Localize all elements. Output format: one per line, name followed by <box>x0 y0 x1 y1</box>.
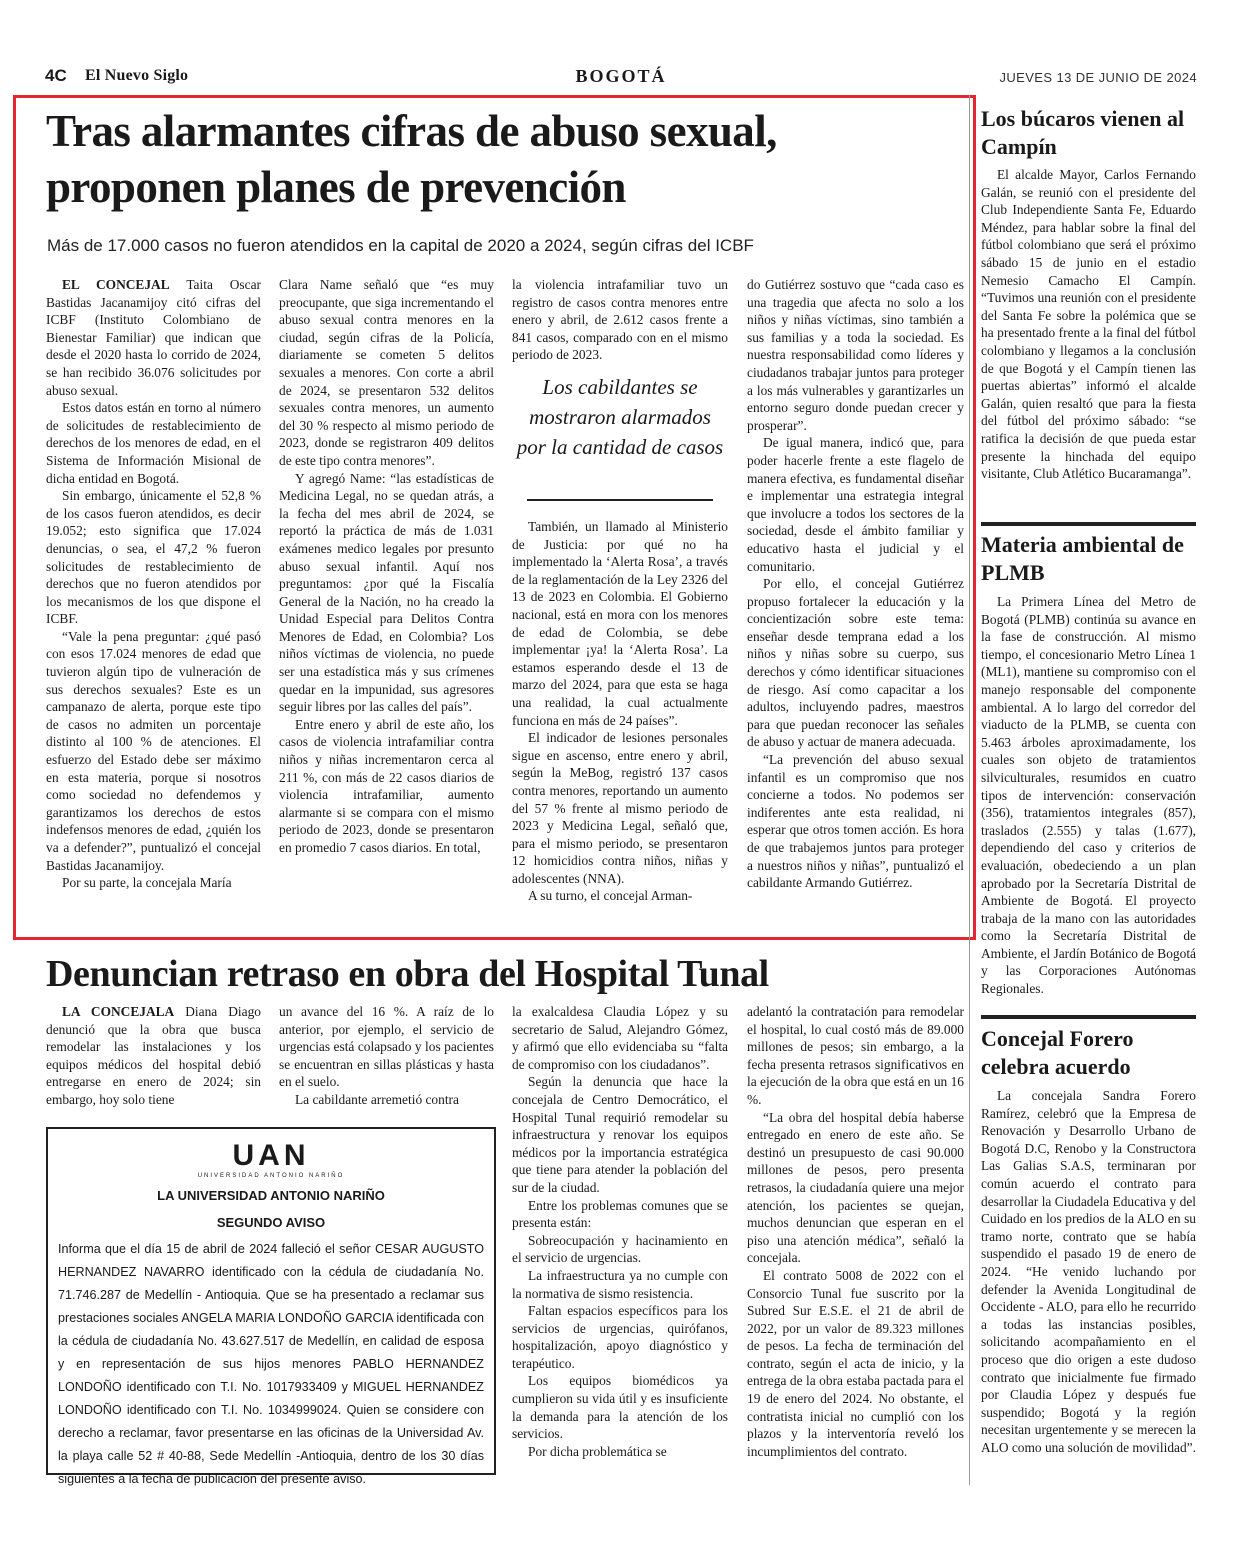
paragraph: Faltan espacios específicos para los servicios de urgencias, quirófanos, hospitalización, apoyo diagnóstico y terapéutico. <box>512 1303 728 1371</box>
sidebar-title-2: Materia ambiental de PLMB <box>981 532 1184 585</box>
second-column-4 <box>747 1003 964 1460</box>
paragraph: El indicador de lesiones personales sigue en ascenso, entre enero y abril, según la MeBog, registró 137 casos contra menores, reportando un aumento del 57 % frente al mismo periodo de 2023 y Medicina Legal, señaló que, para el mismo periodo, se presentaron 12 homicidios contra niños, niñas y adolescentes (NNA). <box>512 730 728 886</box>
paragraph: Y agregó Name: “las estadísticas de Medicina Legal, no se quedan atrás, a la fecha del mes abril de 2024, se reportó la práctica de más de 1.031 exámenes medico legales por presunto abuso sexual infantil. Aquí nos preguntamos: ¿por qué la Fiscalía General de la Nación, no ha creado la Unidad Especial para Delitos Contra Menores de Edad, en Colombia? Los niños víctimas de violencia, no puede ser una estadística más y sus crímenes quedar en la impunidad, sus agresores seguir libres por las calles del país”. <box>279 470 494 715</box>
newspaper-logo: El Nuevo Siglo <box>85 67 189 84</box>
paragraph: Sobreocupación y hacinamiento en el servicio de urgencias. <box>512 1232 728 1266</box>
paragraph: “La prevención del abuso sexual infantil es un compromiso que nos concierne a todos. No podemos ser indiferentes ante esta realidad, ni esperar que otros tomen acción. Es hora de que trabajemos juntos para proteger a nuestros niños y niñas”, puntualizó el cabildante Armando Gutiérrez. <box>747 752 964 891</box>
second-lead: LA CONCEJALA <box>62 1004 175 1019</box>
page-number: 4C <box>45 66 67 85</box>
notice-subtitle: SEGUNDO AVISO <box>216 1215 326 1230</box>
paragraph: Entre enero y abril de este año, los casos de violencia intrafamiliar contra niños y niñas incrementaron cerca al 211 %, con más de 22 casos diarios de violencia intrafamiliar, aumento alarmante si se compara con el mismo periodo de 2023, donde se presentaron en promedio 7 casos diarios. En total, <box>279 716 494 855</box>
sidebar-rule <box>981 522 1196 526</box>
paragraph: do Gutiérrez sostuvo que “cada caso es una tragedia que afecta no solo a los niños y niñas víctimas, sino también a sus familias y a toda la sociedad. Es nuestra responsabilidad como líderes y ciudadanos trabajar juntos para proteger a los más vulnerables y garantizarles un entorno seguro donde puedan crecer y prosperar”. <box>747 277 964 433</box>
section-title: BOGOTÁ <box>575 66 667 86</box>
main-headline: Tras alarmantes cifras de abuso sexual, proponen planes de prevención <box>46 106 777 212</box>
second-column-2 <box>279 1003 494 1109</box>
notice-body: Informa que el día 15 de abril de 2024 falleció el señor CESAR AUGUSTO HERNANDEZ NAVARRO identificado con la cédula de ciudadanía No. 71.746.287 de Medellín - Antioquia. Que se ha presentado a reclamar sus prestaciones sociales ANGELA MARIA LONDOÑO GARCIA identificada con la cédula de ciudadanía No. 43.627.517 de Medellín, en calidad de esposa y en representación de sus hijos menores PABLO HERNANDEZ LONDOÑO identificado con T.I. No. 1017933409 y MIGUEL HERNANDEZ LONDOÑO identificado con T.I. No. 1034999024. Quien se considere con derecho a reclamar, favor presentarse en las oficinas de la Universidad Av. la playa calle 52 # 40-88, Sede Medellín -Antioquia, dentro de los 30 días siguientes a la fecha de publicación del presente aviso. <box>58 1242 484 1486</box>
paragraph: La cabildante arremetió contra <box>295 1091 459 1107</box>
sidebar-body-2: La Primera Línea del Metro de Bogotá (PLMB) continúa su avance en la fase de construcción. Al mismo tiempo, el concesionario Metro Línea 1 (ML1), mantiene su compromiso con el manejo responsable del componente ambiental. A lo largo del corredor del viaducto de la PLMB, se cuenta con 5.463 árboles aproximadamente, los cuales son objeto de tratamientos silviculturales, resumidos en cuatro tipos de intervención: conservación (356), tratamientos integrales (857), traslados (2.555) y talas (1.677), dependiendo del caso y criterios de evaluación, obedeciendo a un plan aprobado por la Secretaría Distrital de Ambiente de Bogotá. El proyecto trabaja de la mano con las autoridades como la Secretaría Distrital de Ambiente, el Jardín Botánico de Bogotá y las Corporaciones Autónomas Regionales. <box>981 594 1196 997</box>
paragraph: La infraestructura ya no cumple con la normativa de sismo resistencia. <box>512 1267 728 1301</box>
paragraph: Por su parte, la concejala María <box>62 875 232 891</box>
main-column-3-top <box>512 276 728 364</box>
main-column-4 <box>747 276 964 892</box>
uan-logo: UAN UNIVERSIDAD ANTONIO NARIÑO <box>197 1139 345 1179</box>
paragraph: También, un llamado al Ministerio de Justicia: por qué no ha implementado la ‘Alerta Rosa’, a través de la reglamentación de la Ley 2326 del 13 de 2023 en Colombia. El Gobierno nacional, está en mora con los menores de edad de Colombia, se debe implementar ¡ya! la ‘Alerta Rosa’. La estamos esperando desde el 13 de marzo del 2024, para que esta se haga una realidad, la cual actualmente funciona en más de 24 países”. <box>512 519 728 728</box>
paragraph: Los equipos biomédicos ya cumplieron su vida útil y es insuficiente la demanda para la atención de los servicios. <box>512 1373 728 1442</box>
paragraph: Sin embargo, únicamente el 52,8 % de los casos fueron atendidos, es decir 19.052; esto significa que 17.024 denuncias, o sea, el 47,2 % fueron solicitudes de restablecimiento de derechos que no fueron atendidos por los mecanismos de los que dispone el ICBF. <box>46 488 261 627</box>
issue-date: JUEVES 13 DE JUNIO DE 2024 <box>999 70 1197 85</box>
sidebar-body-3: La concejala Sandra Forero Ramírez, celebró que la Empresa de Renovación y Desarrollo Urbano de Bogotá D.C, Renobo y la Constructora Las Galias S.A.S, terminaran por común acuerdo el contrato para desarrollar la Ciudadela Educativa y del Cuidado en los predios de la ALO en su tramo norte, contrato que se había suspendido el pasado 19 de enero de 2024. “He venido luchando por defender la Avenida Longitudinal de Occidente - ALO, para ello he recurrido a todas las instancias posibles, solicitando acompañamiento en el proceso que dio origen a este dudoso contrato que inicialmente fue firmado por Claudia López y después fue suspendido; Bogotá y la región necesitan urgentemente y se merecen la ALO como una solución de movilidad”. <box>981 1088 1196 1455</box>
paragraph: Diana Diago denunció que la obra que busca remodelar las instalaciones y los equipos médicos del hospital debió entregarse en enero de 2024; sin embargo, hoy solo tiene <box>46 1004 261 1107</box>
legal-notice <box>46 1127 496 1486</box>
pull-quote-rule <box>527 499 713 501</box>
paragraph: Clara Name señaló que “es muy preocupante, que siga incrementando el abuso sexual contra menores en la ciudad, según cifras de la Policía, diariamente se cometen 5 delitos sexuales a menores. Con corte a abril de 2024, se presentaron 532 delitos sexuales contra menores, un aumento del 30 % respecto al mismo periodo de 2023, donde se registraron 409 delitos de este tipo contra menores”. <box>279 277 494 468</box>
second-column-3 <box>512 1003 728 1460</box>
sidebar-divider <box>969 95 970 1485</box>
paragraph: la exalcaldesa Claudia López y su secretario de Salud, Alejandro Gómez, y afirmó que ello evidenciaba su “falta de compromiso con los ciudadanos”. <box>512 1004 728 1072</box>
main-column-2 <box>279 276 494 857</box>
main-subheadline: Más de 17.000 casos no fueron atendidos en la capital de 2020 a 2024, según cifras del ICBF <box>47 236 754 255</box>
sidebar-body-1: El alcalde Mayor, Carlos Fernando Galán, se reunió con el presidente del Club Independiente Santa Fe, Eduardo Méndez, para hablar sobre la final del fútbol colombiano que será el próximo sábado 15 de junio en el estadio Nemesio Camacho El Campín. “Tuvimos una reunión con el presidente del Santa Fe sobre la polémica que se ha presentado frente a la final del fútbol colombiano y llegamos a la conclusión de que Bogotá y el Campín tienen las puertas abiertas” informó el alcalde Galán, quien resaltó que para la fiesta del fútbol del próximo sábado: “se ratifica la decisión de que pueda estar presente la hinchada del equipo visitante, Club Atlético Bucaramanga”. <box>981 167 1196 482</box>
sidebar-title-3: Concejal Forero celebra acuerdo <box>981 1026 1134 1079</box>
paragraph: “Vale la pena preguntar: ¿qué pasó con esos 17.024 menores de edad que tuvieron algún tipo de vulneración de sus derechos sexuales? Este es un campanazo de alerta, porque este tipo de casos no admiten un porcentaje distinto al 100 % de atenciones. El esfuerzo del Estado debe ser máximo en esta materia, porque si nosotros como sociedad no defendemos y garantizamos los derechos de estos indefensos menores de edad, ¿quién los va a defender?”, puntualizó el concejal Bastidas Jacanamijoy. <box>46 628 261 873</box>
paragraph: Estos datos están en torno al número de solicitudes de restablecimiento de derechos de los menores de edad, en el Sistema de Información Misional de dicha entidad en Bogotá. <box>46 400 261 486</box>
paragraph: A su turno, el concejal Arman- <box>528 888 693 904</box>
main-column-3-bottom <box>512 518 728 905</box>
paragraph: Taita Oscar Bastidas Jacanamijoy citó cifras del ICBF (Instituto Colombiano de Bienestar Familiar) que indican que desde el 2020 hasta lo corrido de 2024, se han recibido 36.076 solicitudes por abuso sexual. <box>46 277 261 398</box>
main-column-1 <box>46 276 261 892</box>
sidebar-rule <box>981 1015 1196 1019</box>
paragraph: la violencia intrafamiliar tuvo un registro de casos contra menores entre enero y abril, de 2.612 casos frente a 841 casos, comparado con en el mismo periodo de 2023. <box>512 277 728 363</box>
paragraph: Entre los problemas comunes que se presenta están: <box>512 1197 728 1231</box>
page-header <box>45 66 1197 90</box>
paragraph: adelantó la contratación para remodelar el hospital, lo cual costó más de 89.000 millones de pesos; sin embargo, a la fecha presenta retrasos significativos en la ejecución de la obra que está en un 16 %. <box>747 1004 964 1107</box>
second-headline: Denuncian retraso en obra del Hospital Tunal <box>46 953 769 995</box>
pull-quote: Los cabildantes se mostraron alarmados por la cantidad de casos <box>516 375 724 459</box>
notice-title: LA UNIVERSIDAD ANTONIO NARIÑO <box>157 1188 385 1203</box>
paragraph: De igual manera, indicó que, para poder hacerle frente a este flagelo de manera efectiva, es fundamental diseñar e implementar una estrategia integral que involucre a todos los sectores de la sociedad, desde el ámbito familiar y educativo hasta el judicial y el comunitario. <box>747 435 964 574</box>
main-lead: EL CONCEJAL <box>62 277 170 292</box>
paragraph: Por ello, el concejal Gutiérrez propuso fortalecer la educación y la concientización sobre este tema: enseñar desde temprana edad a los niños y niñas sobre su cuerpo, sus derechos y cómo identificar situaciones de riesgo. Así como capacitar a los adultos, incluyendo padres, maestros para que puedan reconocer las señales de abuso y actuar de manera adecuada. <box>747 576 964 750</box>
paragraph: El contrato 5008 de 2022 con el Consorcio Tunal fue suscrito por la Subred Sur E.S.E. el 21 de abril de 2022, por un valor de 89.323 millones de pesos. La fecha de terminación del contrato, según el acta de inicio, y la entrega de la obra estaba pactada para el 19 de enero del 2024. No obstante, el contratista inicial no cumplió con los plazos y la interventoría reveló los incumplimientos del contrato. <box>747 1267 964 1459</box>
sidebar-title-1: Los búcaros vienen al Campín <box>981 106 1185 159</box>
paragraph: un avance del 16 %. A raíz de lo anterior, por ejemplo, el servicio de urgencias está colapsado y los pacientes se encuentran en sillas plásticas y hasta en el suelo. <box>279 1004 494 1090</box>
paragraph: “La obra del hospital debía haberse entregado en enero de este año. Se destinó un presupuesto de casi 90.000 millones de pesos, pero presenta retrasos, la ciudadanía quiere una mejor atención, los pacientes se quejan, muchos denuncian que esperan en el piso una atención médica”, señaló la concejala. <box>747 1109 964 1266</box>
second-column-1 <box>46 1003 261 1109</box>
paragraph: Por dicha problemática se <box>528 1443 667 1459</box>
paragraph: Según la denuncia que hace la concejala de Centro Democrático, el Hospital Tunal requirió remodelar su infraestructura y renovar los equipos médicos por la importancia estratégica que tiene para atender la población del sur de la ciudad. <box>512 1074 728 1195</box>
